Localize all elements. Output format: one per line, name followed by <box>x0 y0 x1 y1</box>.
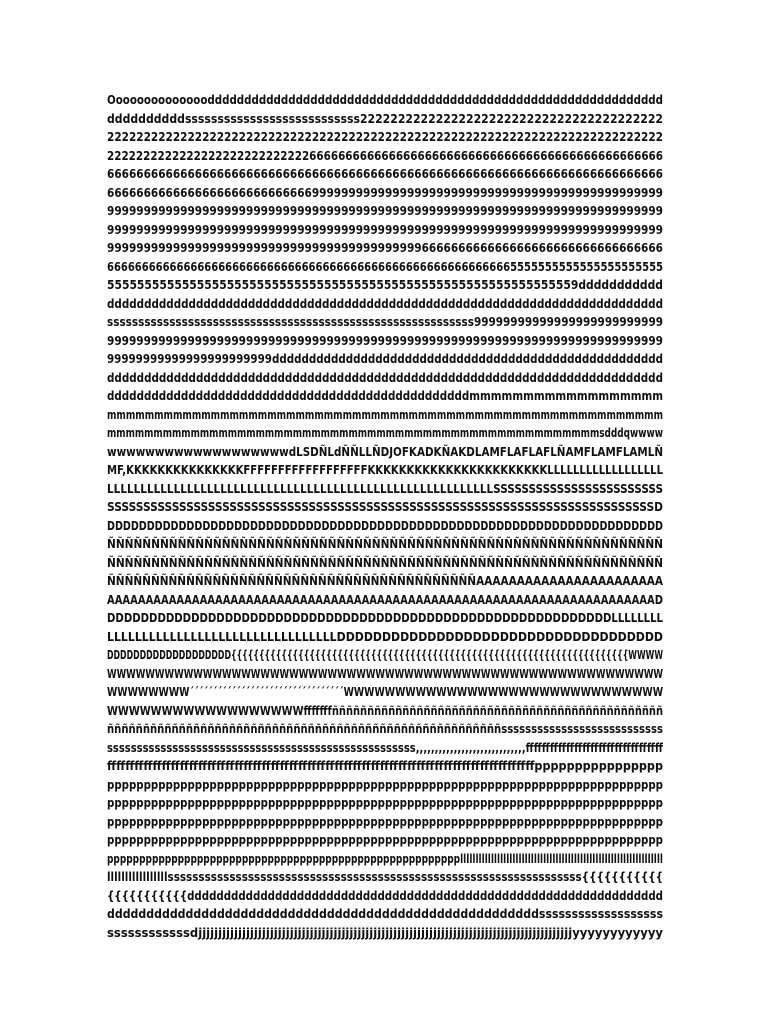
text-line-content: dddddddddddddddddddddddddddddddddddddddddddddddddmmmmmmmmmmmmmmmmmm <box>107 389 663 403</box>
text-line <box>107 628 663 647</box>
text-line-content: 9999999999999999999999999999999999999999999999999999999999999999999999999999 <box>107 333 663 348</box>
text-line-content: 9999999999999999999999999999999999999999999666666666666666666666666666666666 <box>107 241 663 255</box>
text-line <box>107 387 663 406</box>
text-line <box>107 868 663 887</box>
text-line <box>107 258 663 277</box>
text-line <box>107 295 663 314</box>
text-line-content: wwwwwwwwwwwwwwwwwwwdLSDÑLdÑÑLLÑDJOFKADKÑAKDLAMFLAFLAFLÑAMFLAMFLAMLÑ <box>107 444 663 459</box>
text-line-content: 2222222222222222222222222222222222222222222222222222222222222222222222222222 <box>107 130 663 144</box>
text-line <box>107 609 663 628</box>
text-line-content: ffffffffffffffffffffffffffffffffffffffffffffffffffffffffffffffffffffffffffffffffffffffffffffffpppppppppppppppp <box>107 759 663 773</box>
text-line-content: 555555555555555555555555555555555555555555555555555555555555559ddddddddddd <box>107 278 663 292</box>
text-line <box>107 498 663 517</box>
text-line <box>107 924 663 943</box>
text-line-content: 6666666666666666666666666666666666666666666666666666666666666666666666666666 <box>107 167 663 181</box>
text-line-content: pppppppppppppppppppppppppppppppppppppppppppppppppppppppppppppppppppppppppppp <box>107 814 663 829</box>
text-line <box>107 369 663 388</box>
text-line <box>107 665 663 684</box>
text-line <box>107 535 663 554</box>
text-line-content: LLLLLLLLLLLLLLLLLLLLLLLLLLLLLLLLLDDDDDDDDDDDDDDDDDDDDDDDDDDDDDDDDDDDD <box>107 629 663 644</box>
text-line <box>107 480 663 499</box>
text-line <box>107 461 663 480</box>
text-line <box>107 646 663 665</box>
text-line-content: MF,KKKKKKKKKKKKKKKFFFFFFFFFFFFFFFFFFKKKKKKKKKKKKKKKKKKKKKKKLLLLLLLLLLLLLLLLLL <box>107 463 663 477</box>
text-line <box>107 720 663 739</box>
text-line <box>107 905 663 924</box>
text-line <box>107 406 663 425</box>
text-line-content: dddddddddddddddddddddddddddddddddddddddddddddddddddddddsssssssssssssssssss <box>107 907 663 921</box>
text-line <box>107 202 663 221</box>
text-line <box>107 110 663 129</box>
text-line <box>107 572 663 591</box>
text-line-content: Oooooooooooooodddddddddddddddddddddddddddddddddddddddddddddddddddddddddddddd <box>107 93 663 107</box>
text-line <box>107 683 663 702</box>
text-line-content: pppppppppppppppppppppppppppppppppppppppppppppppppppppppppppppppppppppppppppp <box>107 833 663 847</box>
text-line <box>107 276 663 295</box>
text-line-content: ÑÑÑÑÑÑÑÑÑÑÑÑÑÑÑÑÑÑÑÑÑÑÑÑÑÑÑÑÑÑÑÑÑÑÑÑÑÑÑÑÑÑÑÑÑÑÑÑÑÑÑÑÑÑÑÑÑÑÑÑÑÑÑ <box>107 537 663 551</box>
text-line <box>107 850 663 869</box>
text-line-content: DDDDDDDDDDDDDDDDDDDDDDDDDDDDDDDDDDDDDDDDDDDDDDDDDDDDDDDDDDDDLLLLLLLL <box>107 611 663 625</box>
text-line-content: pppppppppppppppppppppppppppppppppppppppppppppppppppppppllllllllllllllllllllllllllllllllllllllllllllllllllllllllllllllllll <box>107 851 663 866</box>
text-line-content: 6666666666666666666666666666999999999999999999999999999999999999999999999999 <box>107 185 663 200</box>
text-line-content: ddddddddddsssssssssssssssssssssssssss2222222222222222222222222222222222222222 <box>107 111 663 126</box>
text-line <box>107 239 663 258</box>
text-line <box>107 424 663 443</box>
text-line <box>107 702 663 721</box>
text-line-content: 22222222222222222222222222226666666666666666666666666666666666666666666666666 <box>107 148 663 163</box>
text-line <box>107 554 663 573</box>
text-line <box>107 517 663 536</box>
text-line <box>107 165 663 184</box>
text-line <box>107 813 663 832</box>
text-line-content: pppppppppppppppppppppppppppppppppppppppppppppppppppppppppppppppppppppppppppp <box>107 796 663 810</box>
text-line <box>107 128 663 147</box>
text-line <box>107 184 663 203</box>
text-line <box>107 332 663 351</box>
text-line <box>107 91 663 110</box>
text-line-content: WWWWWWWW´´´´´´´´´´´´´´´´´´´´´´´´´´´´´´´´´WWWWWWWWWWWWWWWWWWWWWWWWWWWWWWW <box>107 685 663 699</box>
text-line <box>107 739 663 758</box>
text-line-content: SSSSSSSSSSSSSSSSSSSSSSSSSSSSSSSSSSSSSSSSSSSSSSSSSSSSSSSSSSSSSSSSSSSSSSSSSSSSD <box>107 500 663 514</box>
text-line-content: ñññññññññññññññññññññññññññññññññññññññññññññññññññññññsssssssssssssssssssssssssss <box>107 722 663 736</box>
text-line <box>107 147 663 166</box>
text-line <box>107 776 663 795</box>
text-line-content: ssssssssssssdjjjjjjjjjjjjjjjjjjjjjjjjjjjjjjjjjjjjjjjjjjjjjjjjjjjjjjjjjjjjjjjjjjjjjjjjjjjjjjjjjjjjjjjjjjjjjjyyyyyyyyyyyy <box>107 925 663 940</box>
text-line-content: sssssssssssssssssssssssssssssssssssssssssssssssssssssssssss99999999999999999999999999 <box>107 315 663 329</box>
text-line-content: 9999999999999999999999999999999999999999999999999999999999999999999999999999 <box>107 222 663 237</box>
text-line-content: 66666666666666666666666666666666666666666666666666666666665555555555555555555555 <box>107 259 663 274</box>
text-line <box>107 591 663 610</box>
text-line-content: DDDDDDDDDDDDDDDDDDDDDDDDDDDDDDDDDDDDDDDDDDDDDDDDDDDDDDDDDDDDDDDDDDDDDD <box>107 518 663 533</box>
text-line <box>107 794 663 813</box>
text-line-content: ddddddddddddddddddddddddddddddddddddddddddddddddddddddddddddddddddddddddddd <box>107 296 663 311</box>
body-text <box>107 91 663 942</box>
text-line <box>107 831 663 850</box>
text-line-content: WWWWWWWWWWWWWWWWWWWWWWWWWWWWWWWWWWWWWWWWWWWWWWWWWWWWWWWWWW <box>107 666 663 681</box>
text-line-content: AAAAAAAAAAAAAAAAAAAAAAAAAAAAAAAAAAAAAAAAAAAAAAAAAAAAAAAAAAAAAAAAAAAAAAAD <box>107 592 663 607</box>
text-line <box>107 350 663 369</box>
text-line-content: WWWWWWWWWWWWWWWWWWfffffffñññññññññññññññññññññññññññññññññññññññññññññññ <box>107 703 663 718</box>
text-line-content: 99999999999999999999999ddddddddddddddddddddddddddddddddddddddddddddddddddddd <box>107 352 663 366</box>
text-line <box>107 757 663 776</box>
text-line-content: LLLLLLLLLLLLLLLLLLLLLLLLLLLLLLLLLLLLLLLLLLLLLLLLLLLLLLLLLLSSSSSSSSSSSSSSSSSSSSSSSS <box>107 481 663 496</box>
text-line-content: ssssssssssssssssssssssssssssssssssssssssssssssssssss,,,,,,,,,,,,,,,,,,,,,,,,,,,,,ffffffffffffffffffffffffffffffffff <box>107 740 663 755</box>
text-line-content: pppppppppppppppppppppppppppppppppppppppppppppppppppppppppppppppppppppppppppp <box>107 777 663 792</box>
text-line-content: ÑÑÑÑÑÑÑÑÑÑÑÑÑÑÑÑÑÑÑÑÑÑÑÑÑÑÑÑÑÑÑÑÑÑÑÑÑÑÑÑÑÑAAAAAAAAAAAAAAAAAAAAAAA <box>107 574 663 588</box>
text-line <box>107 443 663 462</box>
text-line <box>107 887 663 906</box>
text-line-content: DDDDDDDDDDDDDDDDDDD{{{{{{{{{{{{{{{{{{{{{{{{{{{{{{{{{{{{{{{{{{{{{{{{{{{{{{{{{{{{{{{{{{{{{{{WWWW <box>107 648 663 662</box>
text-line-content: {{{{{{{{{{{ddddddddddddddddddddddddddddddddddddddddddddddddddddddddddddddddd <box>107 888 663 903</box>
text-line <box>107 313 663 332</box>
text-line-content: ÑÑÑÑÑÑÑÑÑÑÑÑÑÑÑÑÑÑÑÑÑÑÑÑÑÑÑÑÑÑÑÑÑÑÑÑÑÑÑÑÑÑÑÑÑÑÑÑÑÑÑÑÑÑÑÑÑÑÑÑÑÑÑ <box>107 555 663 570</box>
text-line <box>107 221 663 240</box>
text-line-content: mmmmmmmmmmmmmmmmmmmmmmmmmmmmmmmmmmmmmmmmmmmmmmmmmmmmmsdddqwwww <box>107 426 663 440</box>
text-line-content: 9999999999999999999999999999999999999999999999999999999999999999999999999999 <box>107 204 663 218</box>
text-line-content: mmmmmmmmmmmmmmmmmmmmmmmmmmmmmmmmmmmmmmmmmmmmmmmmmmmmmmmmmmm <box>107 407 663 422</box>
text-line-content: ddddddddddddddddddddddddddddddddddddddddddddddddddddddddddddddddddddddddddd <box>107 370 663 385</box>
text-line-content: lllllllllllllllllsssssssssssssssssssssssssssssssssssssssssssssssssssssssssssssssssss{{{{{{{{{{{ <box>107 870 663 884</box>
